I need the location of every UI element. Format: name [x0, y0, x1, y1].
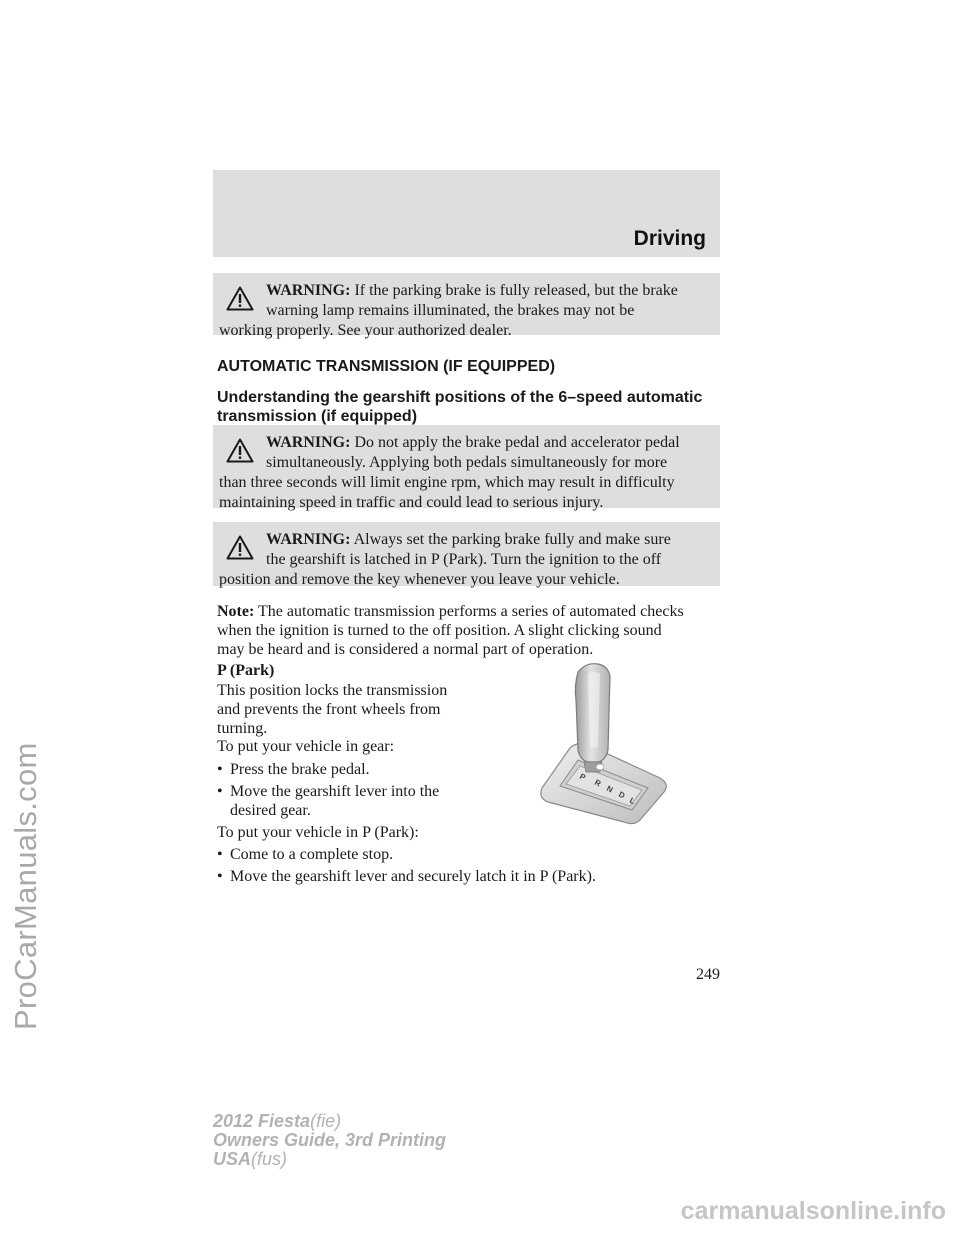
bullet-item [217, 782, 439, 820]
gear-letter: L [628, 795, 637, 807]
warning-box-parking-brake [213, 273, 720, 339]
warning-triangle-icon [226, 438, 254, 463]
footer-market-code: (fus) [251, 1149, 288, 1169]
footer-model: 2012 Fiesta [213, 1111, 311, 1131]
warning-triangle-icon [226, 286, 254, 311]
section-heading: AUTOMATIC TRANSMISSION (IF EQUIPPED) [217, 358, 556, 375]
warning-text: maintaining speed in traffic and could lead to serious injury. [219, 494, 604, 511]
park-heading: P (Park) [217, 662, 275, 679]
footer-market: USA [213, 1149, 252, 1169]
park-description-line: and prevents the front wheels from [217, 701, 441, 718]
warning-text: warning lamp remains illuminated, the brakes may not be [266, 302, 635, 319]
warning-text: Always set the parking brake fully and make sure [353, 531, 671, 548]
warning-text: simultaneously. Applying both pedals simultaneously for more [266, 454, 668, 471]
park-description-line: turning. [217, 720, 268, 737]
gear-letter: R [593, 777, 603, 789]
bullet-icon: • [217, 761, 223, 778]
bullet-text: Press the brake pedal. [230, 761, 370, 778]
subheading [217, 388, 717, 426]
warning-label: WARNING: [266, 282, 351, 299]
warning-label: WARNING: [266, 531, 351, 548]
bullet-icon: • [217, 846, 223, 863]
footer-model-code: (fie) [310, 1111, 342, 1131]
bullet-item [217, 867, 596, 886]
footer-guide: Owners Guide, 3rd Printing [213, 1130, 447, 1150]
park-intro: To put your vehicle in P (Park): [217, 824, 419, 841]
warning-box-park [213, 522, 720, 586]
subheading-line: transmission (if equipped) [217, 408, 418, 425]
bottom-watermark: carmanualsonline.info [680, 1197, 946, 1225]
warning-text: the gearshift is latched in P (Park). Turn the ignition to the off [266, 551, 662, 568]
warning-text: working properly. See your authorized dealer. [219, 322, 512, 339]
warning-text: position and remove the key whenever you leave your vehicle. [219, 571, 620, 588]
bullet-text: desired gear. [230, 802, 311, 819]
gear-letter: N [605, 783, 615, 795]
footer [213, 1112, 446, 1169]
note-text: may be heard and is considered a normal part of operation. [217, 641, 594, 658]
side-watermark: ProCarManuals.com [8, 742, 43, 1030]
gearshift-illustration [538, 660, 670, 825]
gear-intro: To put your vehicle in gear: [217, 738, 395, 755]
note-text: The automatic transmission performs a series of automated checks [258, 603, 684, 620]
bullet-icon: • [217, 868, 223, 885]
gear-letter: D [617, 789, 627, 801]
section-header [213, 170, 720, 257]
note-label: Note: [217, 603, 255, 620]
bullet-item [217, 760, 370, 779]
section-title: Driving [633, 227, 706, 250]
bullet-text: Move the gearshift lever into the [230, 783, 440, 800]
bullet-icon: • [217, 783, 223, 800]
page-number: 249 [696, 966, 720, 983]
note-paragraph [217, 602, 722, 659]
bullet-text: Move the gearshift lever and securely latch it in P (Park). [230, 868, 596, 885]
gear-letter: P [578, 771, 588, 783]
park-description [217, 681, 447, 738]
warning-triangle-icon [226, 535, 254, 560]
warning-text: than three seconds will limit engine rpm, which may result in difficulty [219, 474, 675, 491]
note-text: when the ignition is turned to the off position. A slight clicking sound [217, 622, 662, 639]
subheading-line: Understanding the gearshift positions of the 6–speed automatic [217, 389, 703, 406]
park-description-line: This position locks the transmission [217, 682, 448, 699]
warning-text: If the parking brake is fully released, but the brake [354, 282, 678, 299]
warning-text: Do not apply the brake pedal and accelerator pedal [354, 434, 680, 451]
bullet-text: Come to a complete stop. [230, 846, 394, 863]
bullet-item [217, 845, 393, 864]
warning-box-pedals [213, 425, 720, 511]
warning-label: WARNING: [266, 434, 351, 451]
